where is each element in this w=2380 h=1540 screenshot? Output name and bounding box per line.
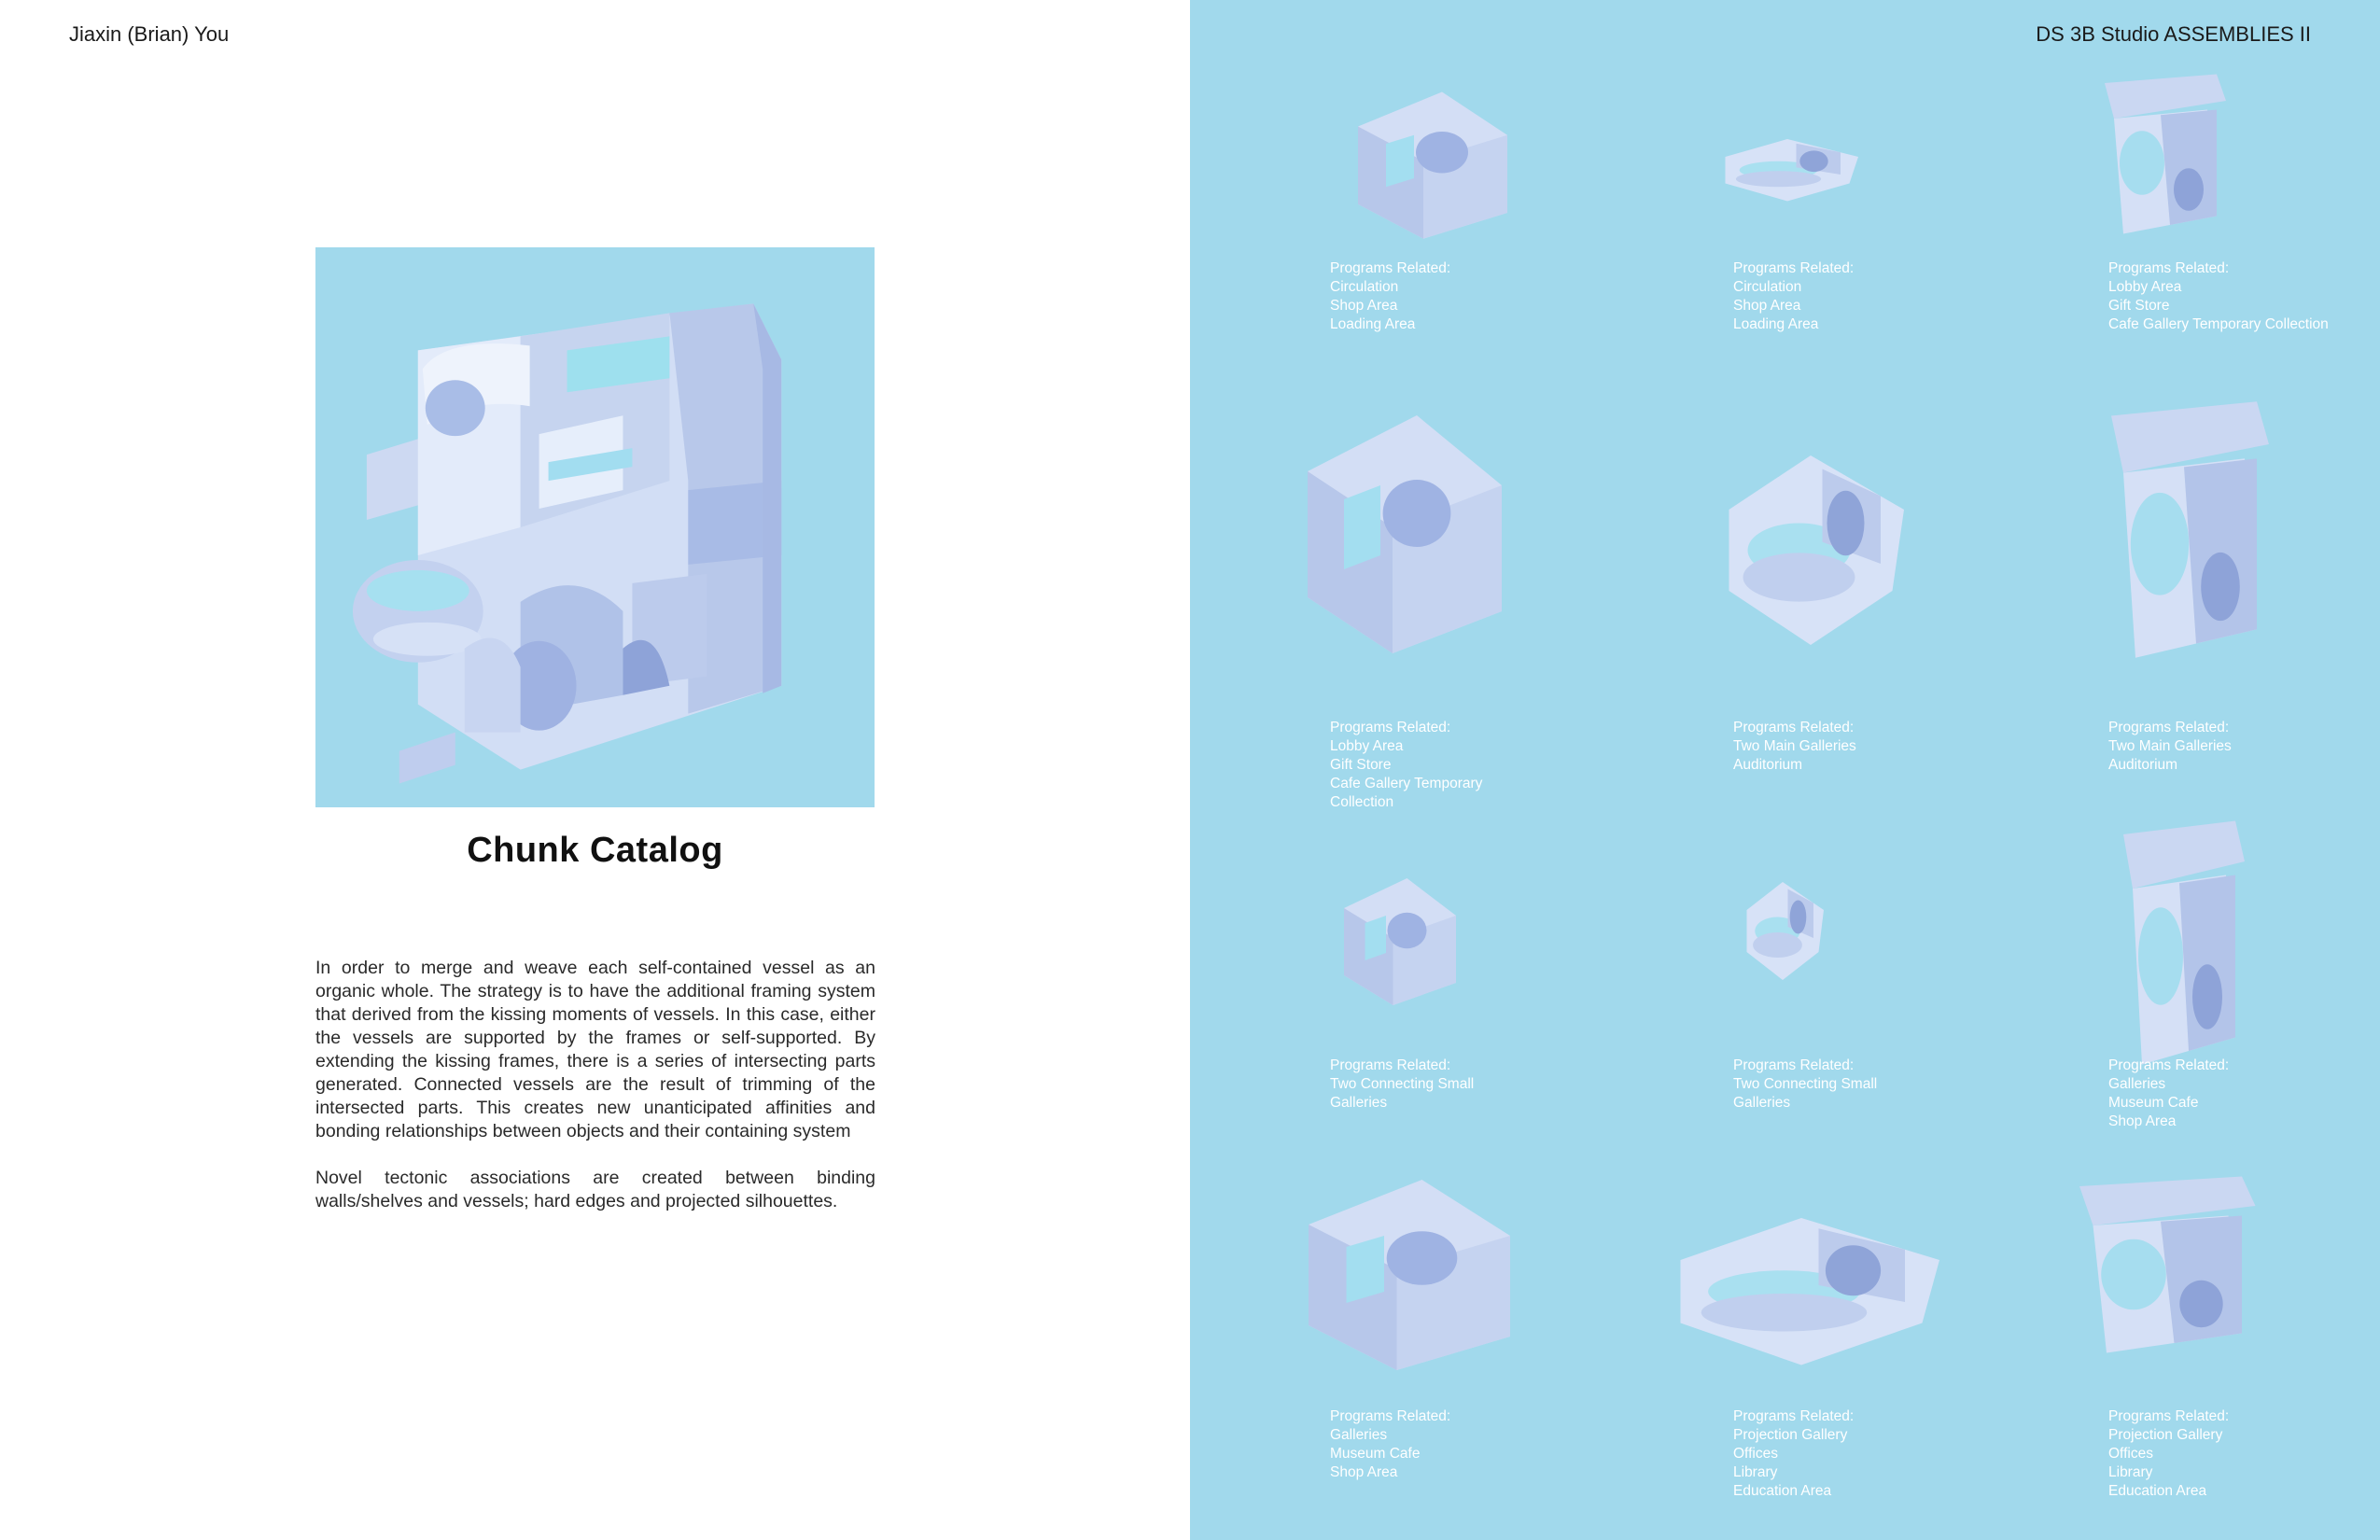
description-paragraph-2: Novel tectonic associations are created between binding walls/shelves and vessels; hard edges and projected silhouettes.: [315, 1168, 875, 1211]
hero-model-image: [315, 247, 875, 807]
caption-line: Gift Store: [2108, 298, 2170, 314]
chunk-caption-8: [1733, 1057, 1877, 1113]
chunk-model-icon: [1629, 1176, 1974, 1386]
chunk-model-icon: [1694, 401, 1927, 672]
caption-line: Two Main Galleries: [2108, 738, 2232, 754]
caption-heading: Programs Related:: [2108, 720, 2230, 735]
chunk-model-4: [1283, 387, 1526, 667]
caption-line: Galleries: [1330, 1427, 1388, 1443]
chunk-model-12: [2025, 1167, 2296, 1363]
chunk-model-9: [2086, 807, 2273, 1078]
caption-line: Library: [2108, 1464, 2153, 1480]
chunk-caption-10: [1330, 1407, 1450, 1482]
caption-line: Education Area: [2108, 1483, 2207, 1499]
chunk-caption-3: [2108, 259, 2329, 334]
caption-heading: Programs Related:: [1330, 720, 1451, 735]
chunk-model-icon: [1731, 854, 1834, 994]
caption-line: Collection: [1330, 794, 1394, 810]
chunk-caption-11: [1733, 1407, 1854, 1501]
chunk-model-icon: [2063, 387, 2305, 672]
chunk-model-icon: [1283, 1157, 1535, 1381]
caption-heading: Programs Related:: [1733, 260, 1855, 276]
caption-heading: Programs Related:: [1733, 720, 1855, 735]
chunk-model-3: [2067, 65, 2254, 243]
caption-line: Circulation: [1733, 279, 1802, 295]
caption-line: Two Connecting Small: [1330, 1076, 1475, 1092]
chunk-model-icon: [2025, 1167, 2296, 1363]
chunk-caption-4: [1330, 719, 1482, 812]
caption-heading: Programs Related:: [1733, 1408, 1855, 1424]
chunk-caption-6: [2108, 719, 2232, 775]
chunk-caption-5: [1733, 719, 1856, 775]
chunk-caption-7: [1330, 1057, 1474, 1113]
caption-line: Cafe Gallery Temporary Collection: [2108, 316, 2329, 332]
right-page: [1190, 0, 2380, 1540]
caption-line: Shop Area: [1733, 298, 1801, 314]
caption-heading: Programs Related:: [1330, 1057, 1451, 1073]
chunk-model-2: [1699, 121, 1876, 210]
architectural-model-icon: [315, 247, 875, 807]
caption-line: Two Connecting Small: [1733, 1076, 1878, 1092]
caption-line: Shop Area: [1330, 298, 1398, 314]
caption-heading: Programs Related:: [2108, 1408, 2230, 1424]
caption-heading: Programs Related:: [2108, 1057, 2230, 1073]
caption-line: Cafe Gallery Temporary: [1330, 776, 1483, 791]
chunk-caption-1: [1330, 259, 1450, 334]
caption-line: Loading Area: [1733, 316, 1819, 332]
chunk-model-10: [1283, 1157, 1535, 1381]
caption-line: Shop Area: [1330, 1464, 1398, 1480]
chunk-model-11: [1629, 1176, 1974, 1386]
caption-heading: Programs Related:: [2108, 260, 2230, 276]
chunk-model-icon: [1699, 121, 1876, 210]
chunk-model-icon: [1339, 75, 1526, 247]
caption-heading: Programs Related:: [1330, 1408, 1451, 1424]
description: [315, 957, 875, 1237]
chunk-caption-2: [1733, 259, 1854, 334]
caption-line: Loading Area: [1330, 316, 1416, 332]
caption-line: Auditorium: [1733, 757, 1803, 773]
caption-line: Shop Area: [2108, 1113, 2177, 1129]
chunk-model-1: [1339, 75, 1526, 247]
caption-line: Library: [1733, 1464, 1778, 1480]
page-title: Chunk Catalog: [467, 831, 723, 870]
caption-line: Gift Store: [1330, 757, 1392, 773]
chunk-model-icon: [2067, 65, 2254, 243]
caption-line: Offices: [1733, 1446, 1778, 1462]
caption-line: Lobby Area: [1330, 738, 1404, 754]
author-name: Jiaxin (Brian) You: [69, 22, 230, 46]
chunk-caption-9: [2108, 1057, 2229, 1131]
chunk-model-icon: [1330, 863, 1470, 1013]
chunk-model-icon: [1283, 387, 1526, 667]
chunk-model-6: [2063, 387, 2305, 672]
caption-line: Galleries: [1330, 1095, 1388, 1111]
chunk-model-7: [1330, 863, 1470, 1013]
description-paragraph-1: In order to merge and weave each self-contained vessel as an organic whole. The strategy is to have the additional framing system that derived from the kissing moments of vessels. In this case, either the vessels are supported by the frames or self-supported. By extending the kissing frames, there is a series of intersecting parts generated. Connected vessels are the result of trimming of the intersected parts. This creates new unanticipated affinities and bonding relationships between objects and their containing system: [315, 958, 875, 1141]
caption-line: Two Main Galleries: [1733, 738, 1856, 754]
caption-line: Offices: [2108, 1446, 2153, 1462]
chunk-caption-12: [2108, 1407, 2229, 1501]
caption-line: Galleries: [1733, 1095, 1791, 1111]
caption-line: Auditorium: [2108, 757, 2178, 773]
caption-heading: Programs Related:: [1330, 260, 1451, 276]
caption-line: Museum Cafe: [1330, 1446, 1421, 1462]
caption-line: Museum Cafe: [2108, 1095, 2199, 1111]
caption-line: Galleries: [2108, 1076, 2166, 1092]
caption-heading: Programs Related:: [1733, 1057, 1855, 1073]
course-title: DS 3B Studio ASSEMBLIES II: [2036, 22, 2311, 46]
chunk-model-5: [1694, 401, 1927, 672]
caption-line: Education Area: [1733, 1483, 1832, 1499]
caption-line: Circulation: [1330, 279, 1399, 295]
caption-line: Projection Gallery: [2108, 1427, 2223, 1443]
caption-line: Projection Gallery: [1733, 1427, 1848, 1443]
caption-line: Lobby Area: [2108, 279, 2182, 295]
chunk-model-icon: [2086, 807, 2273, 1078]
chunk-model-8: [1731, 854, 1834, 994]
